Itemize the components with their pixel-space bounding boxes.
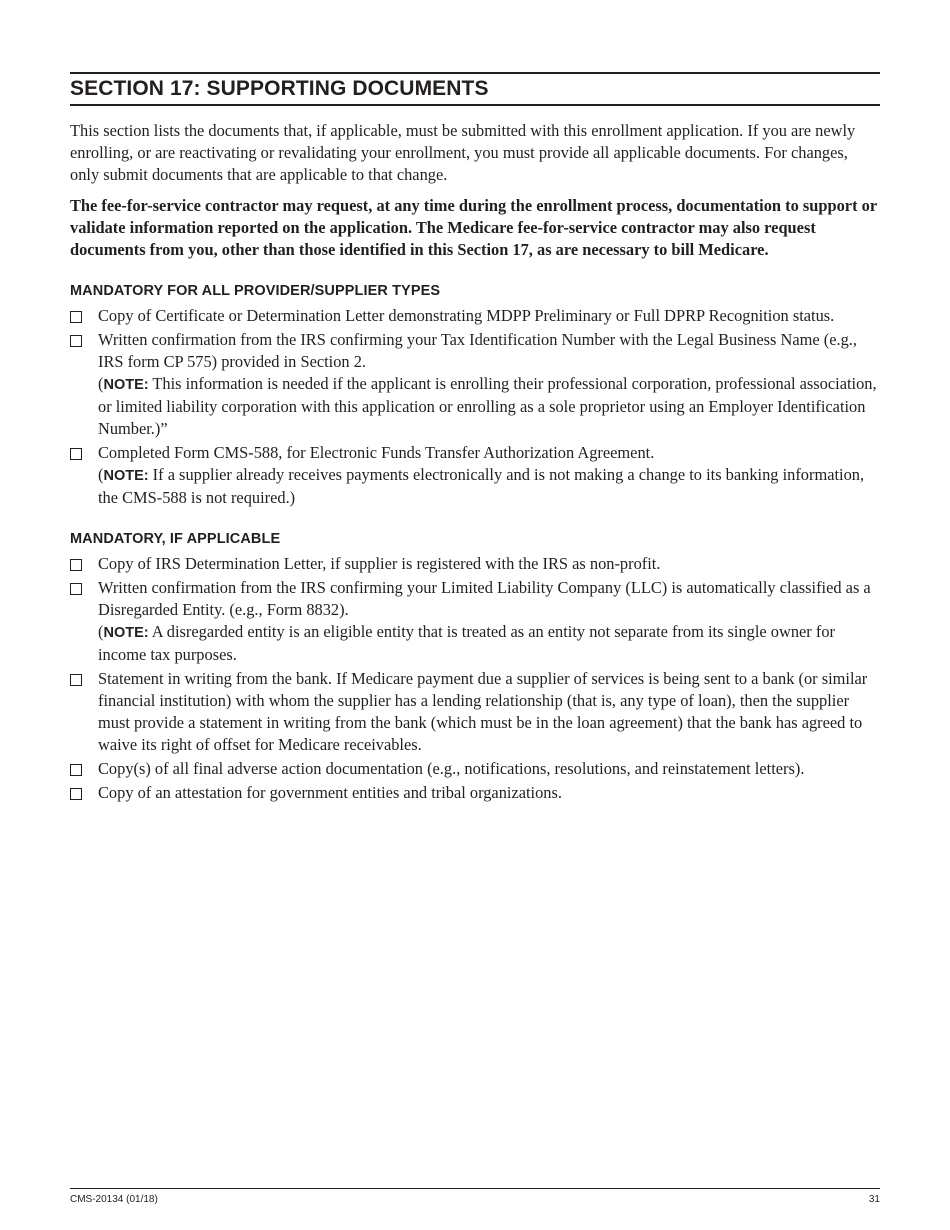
item-text: Copy of Certificate or Determination Letter demonstrating MDPP Preliminary or Full DPRP Recognition status. bbox=[98, 306, 835, 325]
mandatory-if-heading: MANDATORY, IF APPLICABLE bbox=[70, 531, 281, 547]
checklist-item bbox=[70, 442, 880, 509]
mandatory-if-checklist bbox=[70, 553, 880, 804]
note-text: This information is needed if the applicant is enrolling their professional corporation, professional association, or limited liability corporation with this application or enrolling as a sole proprietor using an Employer Identification Number.)” bbox=[98, 374, 877, 438]
note-label: NOTE: bbox=[103, 625, 149, 641]
checklist-item bbox=[70, 305, 880, 327]
item-text: Copy of an attestation for government entities and tribal organizations. bbox=[98, 783, 562, 802]
note-text: If a supplier already receives payments electronically and is not making a change to its banking information, the CMS-588 is not required.) bbox=[98, 465, 865, 507]
item-text: Written confirmation from the IRS confirming your Limited Liability Company (LLC) is automatically classified as a Disregarded Entity. (e.g., Form 8832). bbox=[98, 578, 871, 619]
checkbox[interactable] bbox=[70, 311, 82, 323]
page-number: 31 bbox=[868, 1194, 880, 1205]
checklist-item bbox=[70, 758, 880, 780]
checklist-item bbox=[70, 553, 880, 575]
contractor-request-paragraph: The fee-for-service contractor may request, at any time during the enrollment process, documentation to support or validate information reported on the application. The Medicare fee-for-service contractor may also request documents from you, other than those identified in this Section 17, as are necessary to bill Medicare. bbox=[70, 196, 877, 259]
checkbox[interactable] bbox=[70, 559, 82, 571]
checkbox[interactable] bbox=[70, 583, 82, 595]
checkbox[interactable] bbox=[70, 788, 82, 800]
item-text: Copy(s) of all final adverse action documentation (e.g., notifications, resolutions, and reinstatement letters). bbox=[98, 759, 805, 778]
note-label: NOTE: bbox=[103, 377, 149, 393]
form-id: CMS-20134 (01/18) bbox=[70, 1194, 158, 1205]
mandatory-all-checklist bbox=[70, 305, 880, 509]
checkbox[interactable] bbox=[70, 335, 82, 347]
checkbox[interactable] bbox=[70, 674, 82, 686]
mandatory-all-heading: MANDATORY FOR ALL PROVIDER/SUPPLIER TYPES bbox=[70, 283, 441, 299]
checklist-item bbox=[70, 577, 880, 666]
item-text: Written confirmation from the IRS confirming your Tax Identification Number with the Legal Business Name (e.g., IRS form CP 575) provided in Section 2. bbox=[98, 330, 857, 371]
page-footer bbox=[70, 1188, 880, 1205]
intro-paragraph: This section lists the documents that, if applicable, must be submitted with this enrollment application. If you are newly enrolling, or are reactivating or revalidating your enrollment, you must provide all applicable documents. For changes, only submit documents that are applicable to that change. bbox=[70, 121, 856, 184]
note-open: ( bbox=[98, 465, 104, 484]
item-text: Copy of IRS Determination Letter, if supplier is registered with the IRS as non-profit. bbox=[98, 554, 661, 573]
checklist-item bbox=[70, 668, 880, 756]
checkbox[interactable] bbox=[70, 764, 82, 776]
note-text: A disregarded entity is an eligible entity that is treated as an entity not separate from its single owner for income tax purposes. bbox=[98, 622, 835, 664]
note-label: NOTE: bbox=[103, 468, 149, 484]
document-page bbox=[70, 72, 880, 806]
section-title: SECTION 17: SUPPORTING DOCUMENTS bbox=[70, 77, 489, 100]
note-open: ( bbox=[98, 374, 104, 393]
checkbox[interactable] bbox=[70, 448, 82, 460]
note-open: ( bbox=[98, 622, 104, 641]
checklist-item bbox=[70, 329, 880, 440]
checklist-item bbox=[70, 782, 880, 804]
item-text: Statement in writing from the bank. If Medicare payment due a supplier of services is being sent to a bank (or similar financial institution) with whom the supplier has a lending relationship (that is, any type of loan), then the supplier must provide a statement in writing from the bank (which must be in the loan agreement) that the bank has agreed to waive its right of offset for Medicare receivables. bbox=[98, 669, 868, 754]
section-title-bar bbox=[70, 72, 880, 106]
item-text: Completed Form CMS-588, for Electronic Funds Transfer Authorization Agreement. bbox=[98, 443, 655, 462]
